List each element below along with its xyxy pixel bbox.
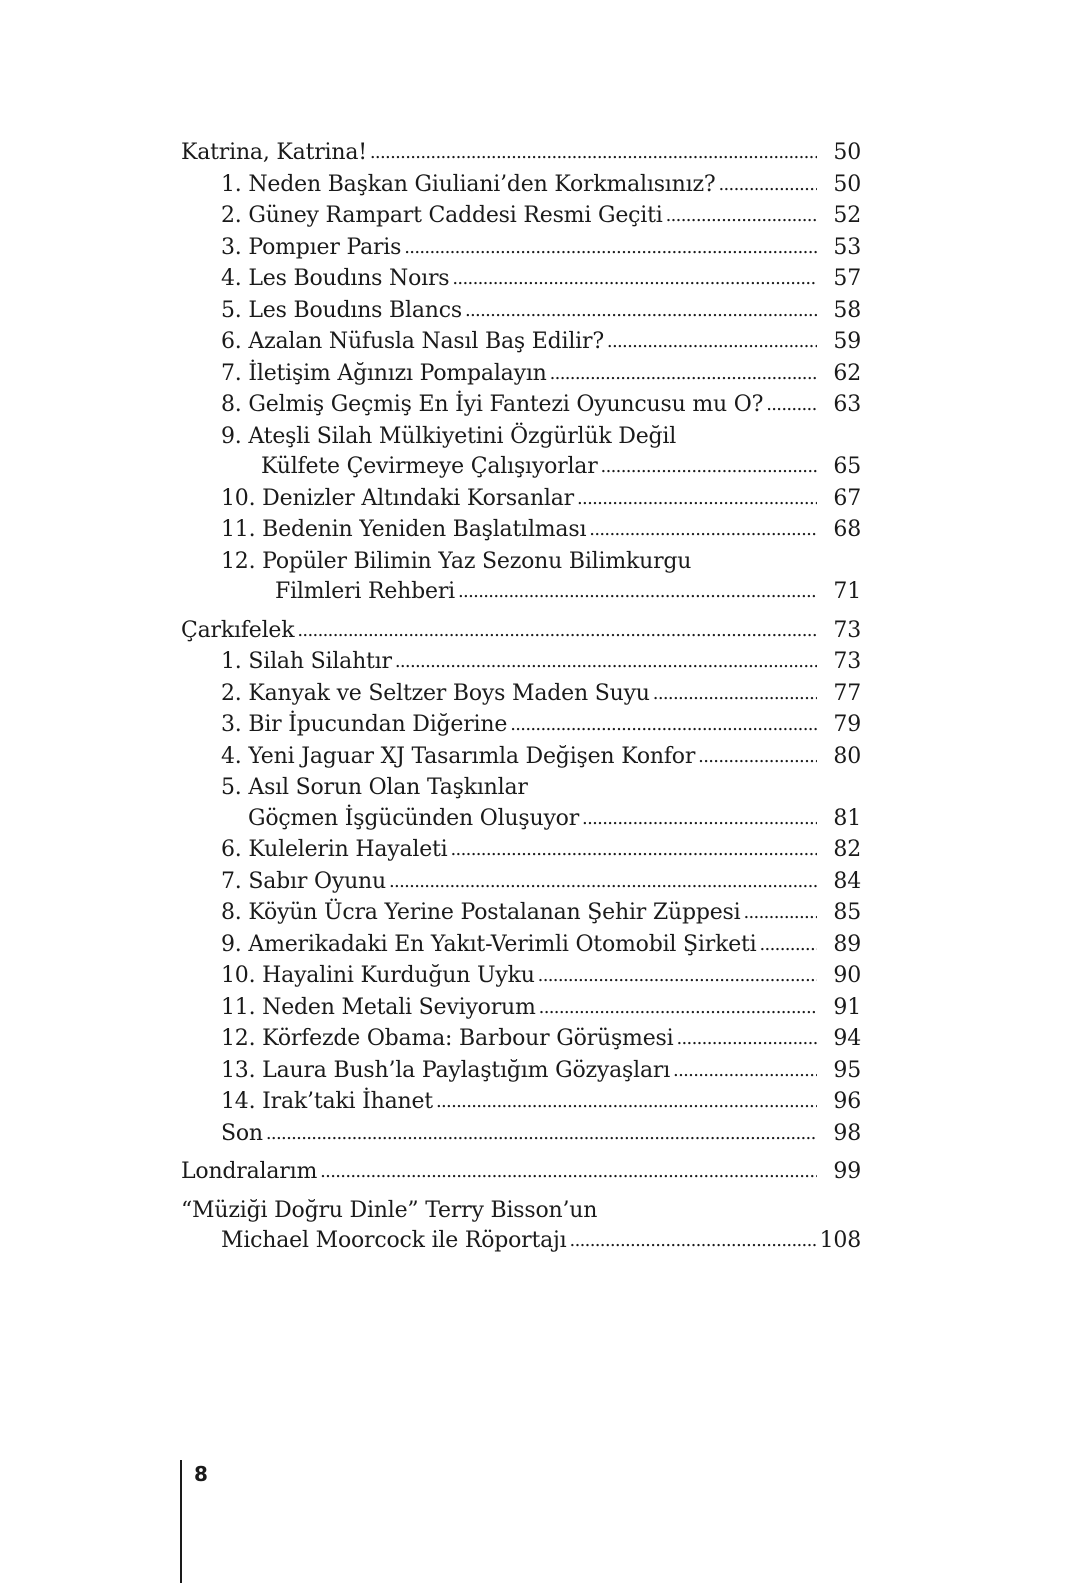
toc-entry-title: 11. Neden Metali Seviyorum (221, 994, 536, 1020)
toc-chapter-entry (181, 710, 861, 742)
toc-entry-line (181, 742, 861, 774)
toc-entry-title-line: 12. Popüler Bilimin Yaz Sezonu Bilimkurgu (221, 548, 692, 574)
toc-entry-line (181, 1056, 861, 1088)
toc-entry-line (181, 1119, 861, 1151)
dot-leader (395, 646, 817, 678)
toc-entry-line (181, 616, 861, 648)
toc-chapter-entry (181, 422, 861, 484)
dot-leader (452, 263, 817, 295)
toc-entry-line (181, 1024, 861, 1056)
dot-leader (550, 358, 817, 390)
toc-entry-title: 2. Güney Rampart Caddesi Resmi Geçiti (221, 203, 663, 228)
folio-rule (180, 1460, 182, 1583)
page-number: 8 (194, 1462, 208, 1486)
toc-chapter-entry (181, 296, 861, 328)
toc-entry-line (181, 201, 861, 233)
toc-page-number: 73 (833, 617, 861, 643)
toc-entry-line (181, 577, 861, 609)
dot-leader (653, 678, 817, 710)
toc-entry-line (181, 233, 861, 265)
toc-entry-line (181, 898, 861, 930)
toc-entry-title: 10. Hayalini Kurduğun Uyku (221, 963, 535, 988)
toc-entry-title: Külfete Çevirmeye Çalışıyorlar (261, 454, 598, 479)
dot-leader (539, 992, 817, 1024)
dot-leader (389, 866, 817, 898)
toc-entry-title: 3. Bir İpucundan Diğerine (221, 712, 508, 737)
dot-leader (297, 615, 817, 647)
toc-page-number: 96 (833, 1089, 861, 1114)
toc-entry-line (181, 390, 861, 422)
toc-entry-title: 2. Kanyak ve Seltzer Boys Maden Suyu (221, 680, 650, 706)
dot-leader (538, 960, 817, 992)
dot-leader (266, 1118, 817, 1150)
toc-chapter-entry (181, 1119, 861, 1151)
toc-chapter-entry (181, 547, 861, 609)
toc-chapter-entry (181, 1056, 861, 1088)
dot-leader (718, 169, 817, 201)
dot-leader (676, 1023, 817, 1055)
toc-chapter-entry (181, 170, 861, 202)
toc-chapter-entry (181, 327, 861, 359)
dot-leader (510, 709, 817, 741)
toc-section-entry (181, 138, 861, 170)
toc-section-entry (181, 1196, 861, 1258)
toc-entry-title: 6. Azalan Nüfusla Nasıl Baş Edilir? (221, 329, 604, 354)
toc-entry-line (181, 359, 861, 391)
toc-entry-line (181, 835, 861, 867)
toc-entry-line (181, 647, 861, 679)
toc-page-number: 79 (833, 712, 861, 737)
toc-chapter-entry (181, 484, 861, 516)
toc-page-number: 82 (833, 837, 861, 862)
toc-entry-line (181, 515, 861, 547)
toc-entry-line (181, 961, 861, 993)
toc-entry-title: Son (221, 1120, 263, 1146)
toc-chapter-entry (181, 390, 861, 422)
dot-leader (570, 1225, 817, 1257)
toc-page-number: 84 (833, 868, 861, 894)
toc-page-number: 80 (833, 743, 861, 769)
toc-entry-title: 6. Kulelerin Hayaleti (221, 837, 448, 862)
toc-entry-title: Michael Moorcock ile Röportajı (221, 1228, 567, 1253)
dot-leader (582, 803, 817, 835)
dot-leader (766, 389, 817, 421)
toc-entry-line (181, 327, 861, 359)
toc-entry-title: Londralarım (181, 1159, 318, 1184)
dot-leader (436, 1086, 817, 1118)
toc-chapter-entry (181, 993, 861, 1025)
toc-entry-title: Çarkıfelek (181, 617, 295, 643)
toc-chapter-entry (181, 201, 861, 233)
toc-entry-line (181, 993, 861, 1025)
toc-entry-title: 5. Les Boudıns Blancs (221, 297, 462, 323)
toc-chapter-entry (181, 867, 861, 899)
toc-entry-line (181, 452, 861, 484)
toc-chapter-entry (181, 930, 861, 962)
toc-chapter-entry (181, 679, 861, 711)
toc-page-number: 62 (833, 360, 861, 386)
dot-leader (607, 326, 817, 358)
toc-page-number: 90 (833, 963, 861, 988)
dot-leader (451, 834, 817, 866)
toc-entry-line (181, 264, 861, 296)
toc-page-number: 68 (833, 517, 861, 542)
toc-section-entry (181, 616, 861, 648)
toc-page-number: 58 (833, 297, 861, 323)
toc-entry-line (181, 1087, 861, 1119)
dot-leader (320, 1156, 817, 1188)
toc-page-number: 73 (833, 649, 861, 674)
toc-page-number: 94 (833, 1026, 861, 1051)
toc-entry-title: 14. Irak’taki İhanet (221, 1089, 433, 1114)
toc-entry-title: 4. Yeni Jaguar XJ Tasarımla Değişen Konfor (221, 743, 696, 769)
dot-leader (404, 232, 817, 264)
toc-chapter-entry (181, 773, 861, 835)
toc-chapter-entry (181, 898, 861, 930)
dot-leader (465, 295, 817, 327)
toc-page-number: 81 (833, 805, 861, 831)
toc-chapter-entry (181, 961, 861, 993)
toc-entry-title: 7. Sabır Oyunu (221, 868, 386, 894)
toc-entry-title: 12. Körfezde Obama: Barbour Görüşmesi (221, 1026, 674, 1051)
table-of-contents (181, 138, 861, 1258)
toc-entry-line (181, 170, 861, 202)
toc-page-number: 85 (833, 900, 861, 925)
toc-chapter-entry (181, 647, 861, 679)
toc-page-number: 50 (833, 171, 861, 197)
toc-page-number: 71 (833, 579, 861, 604)
toc-entry-line (181, 138, 861, 170)
toc-entry-title: 1. Neden Başkan Giuliani’den Korkmalısınız? (221, 171, 716, 197)
toc-entry-title: Filmleri Rehberi (275, 579, 456, 604)
toc-page-number: 95 (833, 1057, 861, 1083)
toc-entry-title: 10. Denizler Altındaki Korsanlar (221, 485, 574, 511)
toc-chapter-entry (181, 515, 861, 547)
toc-page-number: 91 (833, 994, 861, 1020)
toc-entry-line (181, 296, 861, 328)
toc-entry-title-line: “Müziği Doğru Dinle” Terry Bisson’un (181, 1197, 598, 1223)
toc-page-number: 53 (833, 234, 861, 260)
toc-chapter-entry (181, 264, 861, 296)
dot-leader (743, 897, 817, 929)
toc-entry-title: 11. Bedenin Yeniden Başlatılması (221, 517, 587, 542)
toc-chapter-entry (181, 359, 861, 391)
dot-leader (370, 137, 817, 169)
toc-entry-title: 13. Laura Bush’la Paylaştığım Gözyaşları (221, 1057, 671, 1083)
toc-page-number: 108 (819, 1228, 861, 1253)
toc-entry-title: 1. Silah Silahtır (221, 649, 392, 674)
toc-entry-title: 7. İletişim Ağınızı Pompalayın (221, 360, 547, 386)
toc-chapter-entry (181, 1024, 861, 1056)
dot-leader (673, 1055, 817, 1087)
dot-leader (589, 514, 817, 546)
toc-entry-line (181, 804, 861, 836)
toc-entry-title-line: 5. Asıl Sorun Olan Taşkınlar (221, 775, 528, 800)
toc-entry-line (181, 710, 861, 742)
toc-entry-line (181, 867, 861, 899)
toc-page-number: 57 (833, 266, 861, 291)
toc-section-entry (181, 1157, 861, 1189)
toc-page-number: 67 (833, 485, 861, 511)
toc-page-number: 98 (833, 1120, 861, 1146)
toc-page-number: 99 (833, 1159, 861, 1184)
dot-leader (577, 483, 817, 515)
dot-leader (666, 200, 817, 232)
toc-page-number: 63 (833, 392, 861, 417)
toc-entry-line (181, 484, 861, 516)
toc-chapter-entry (181, 233, 861, 265)
dot-leader (601, 451, 817, 483)
dot-leader (760, 929, 817, 961)
toc-entry-line (181, 679, 861, 711)
dot-leader (698, 741, 817, 773)
toc-entry-line (181, 930, 861, 962)
toc-entry-title: 8. Gelmiş Geçmiş En İyi Fantezi Oyuncusu mu O? (221, 392, 764, 417)
toc-chapter-entry (181, 742, 861, 774)
toc-entry-title: 9. Amerikadaki En Yakıt-Verimli Otomobil Şirketi (221, 931, 757, 957)
toc-chapter-entry (181, 1087, 861, 1119)
toc-page-number: 52 (833, 203, 861, 228)
toc-entry-title: Göçmen İşgücünden Oluşuyor (248, 805, 580, 831)
toc-chapter-entry (181, 835, 861, 867)
toc-page-number: 59 (833, 329, 861, 354)
dot-leader (458, 576, 817, 608)
toc-entry-title: 8. Köyün Ücra Yerine Postalanan Şehir Züppesi (221, 900, 741, 925)
toc-entry-title: 3. Pompıer Paris (221, 234, 402, 260)
toc-entry-line (181, 1226, 861, 1258)
toc-page-number: 50 (833, 140, 861, 165)
toc-entry-title: 4. Les Boudıns Noırs (221, 266, 450, 291)
toc-page-number: 65 (833, 454, 861, 479)
toc-entry-line (181, 1157, 861, 1189)
toc-page-number: 77 (833, 680, 861, 706)
toc-entry-title: Katrina, Katrina! (181, 140, 367, 165)
toc-page-number: 89 (833, 931, 861, 957)
toc-entry-title-line: 9. Ateşli Silah Mülkiyetini Özgürlük Değil (221, 423, 677, 449)
